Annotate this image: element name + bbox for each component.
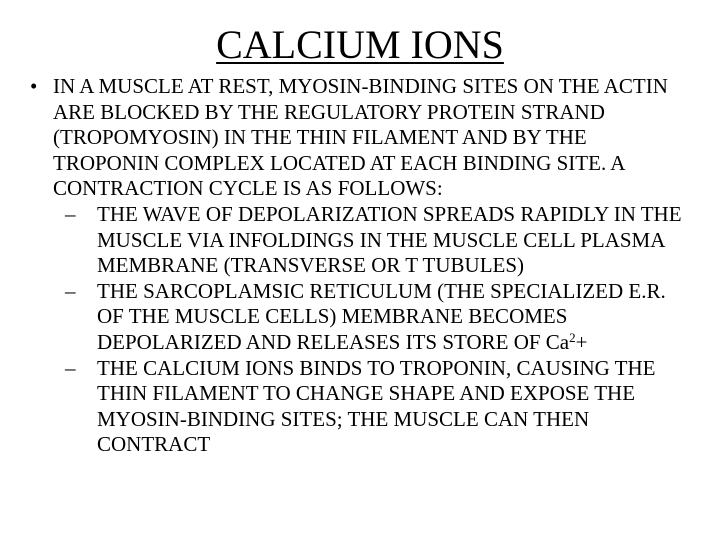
slide-title: [0, 22, 720, 68]
sub-bullet-marker: –: [65, 278, 76, 303]
sub-bullet-marker: –: [65, 355, 76, 380]
sub-bullet-text-main: THE SARCOPLAMSIC RETICULUM (THE SPECIALIZED E.R. OF THE MUSCLE CELLS) MEMBRANE BECOMES DEPOLARIZED AND RELEASES ITS STORE OF Ca: [97, 278, 666, 354]
slide-body: [30, 74, 700, 458]
sub-bullet-list: [53, 202, 700, 458]
sub-bullet: [53, 202, 700, 279]
sub-bullet: [53, 356, 700, 458]
ca-superscript: 2: [569, 329, 576, 345]
sub-bullet-marker: –: [65, 201, 76, 226]
main-bullet: [30, 74, 700, 202]
main-bullet-text: IN A MUSCLE AT REST, MYOSIN-BINDING SITES ON THE ACTIN ARE BLOCKED BY THE REGULATORY PROTEIN STRAND (TROPOMYOSIN) IN THE THIN FILAMENT AND BY THE TROPONIN COMPLEX LOCATED AT EACH BINDING SITE. A CONTRACTION CYCLE IS AS FOLLOWS:: [53, 74, 668, 201]
sub-bullet-text: THE CALCIUM IONS BINDS TO TROPONIN, CAUSING THE THIN FILAMENT TO CHANGE SHAPE AND EXPOSE THE MYOSIN-BINDING SITES; THE MUSCLE CAN THEN CONTRACT: [97, 355, 656, 457]
bullet-marker: •: [30, 74, 38, 98]
slide-title-text: CALCIUM IONS: [216, 22, 504, 67]
sub-bullet-text: [97, 279, 697, 356]
sub-bullet-text: THE WAVE OF DEPOLARIZATION SPREADS RAPIDLY IN THE MUSCLE VIA INFOLDINGS IN THE MUSCLE CELL PLASMA MEMBRANE (TRANSVERSE OR T TUBULES): [97, 201, 682, 278]
sub-bullet: [53, 279, 700, 356]
ca-suffix: +: [575, 329, 588, 354]
